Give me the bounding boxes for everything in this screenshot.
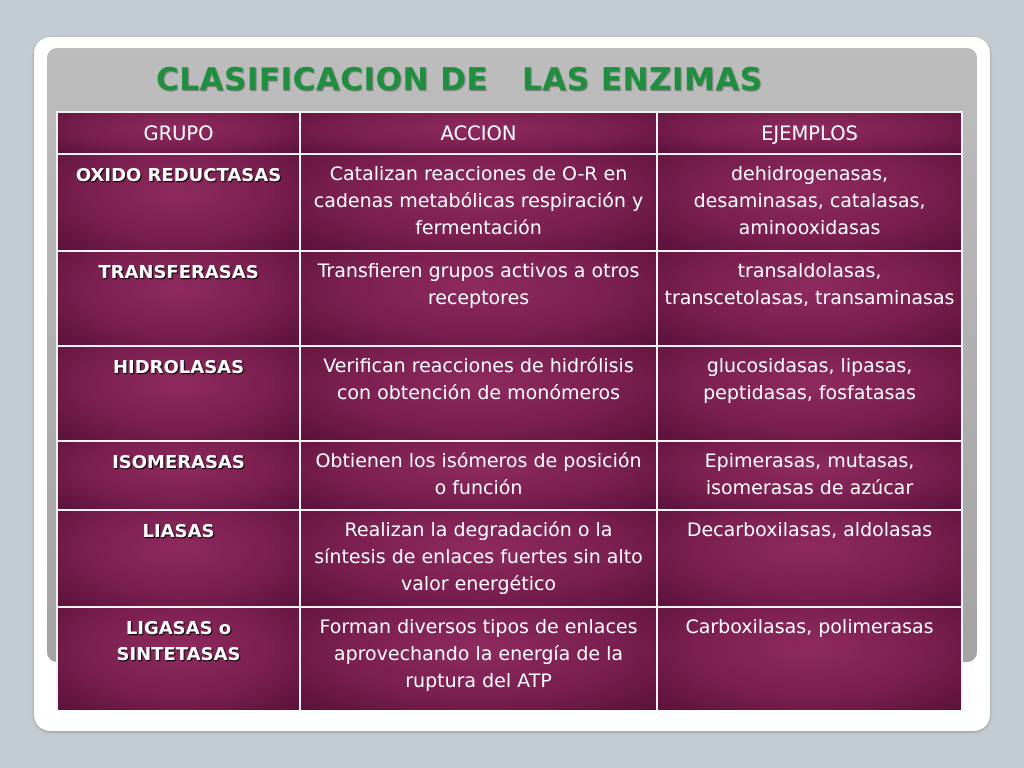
table-row [57, 251, 962, 346]
cell-grupo: LIASAS [57, 510, 300, 607]
table-row [57, 441, 962, 510]
cell-ejemplos: Epimerasas, mutasas, isomerasas de azúcar [657, 441, 962, 510]
cell-accion: Transfieren grupos activos a otros receptores [300, 251, 657, 346]
cell-ejemplos: glucosidasas, lipasas, peptidasas, fosfatasas [657, 346, 962, 441]
cell-grupo: TRANSFERASAS [57, 251, 300, 346]
cell-ejemplos: transaldolasas, transcetolasas, transaminasas [657, 251, 962, 346]
cell-ejemplos: dehidrogenasas, desaminasas, catalasas, aminooxidasas [657, 154, 962, 251]
cell-grupo: ISOMERASAS [57, 441, 300, 510]
cell-grupo: OXIDO REDUCTASAS [57, 154, 300, 251]
header-accion: ACCION [300, 112, 657, 154]
cell-accion: Realizan la degradación o la síntesis de enlaces fuertes sin alto valor energético [300, 510, 657, 607]
slide-title: CLASIFICACION DE LAS ENZIMAS [156, 62, 763, 98]
cell-accion: Forman diversos tipos de enlaces aprovechando la energía de la ruptura del ATP [300, 607, 657, 710]
cell-grupo: HIDROLASAS [57, 346, 300, 441]
table-header-row [57, 112, 962, 154]
table-row [57, 510, 962, 607]
cell-accion: Verifican reacciones de hidrólisis con obtención de monómeros [300, 346, 657, 441]
table-row [57, 607, 962, 710]
enzyme-classification-table [56, 111, 963, 710]
cell-accion: Catalizan reacciones de O-R en cadenas metabólicas respiración y fermentación [300, 154, 657, 251]
cell-grupo: LIGASAS o SINTETASAS [57, 607, 300, 710]
header-ejemplos: EJEMPLOS [657, 112, 962, 154]
cell-ejemplos: Carboxilasas, polimerasas [657, 607, 962, 710]
table-row [57, 154, 962, 251]
header-grupo: GRUPO [57, 112, 300, 154]
table-row [57, 346, 962, 441]
cell-ejemplos: Decarboxilasas, aldolasas [657, 510, 962, 607]
cell-accion: Obtienen los isómeros de posición o función [300, 441, 657, 510]
